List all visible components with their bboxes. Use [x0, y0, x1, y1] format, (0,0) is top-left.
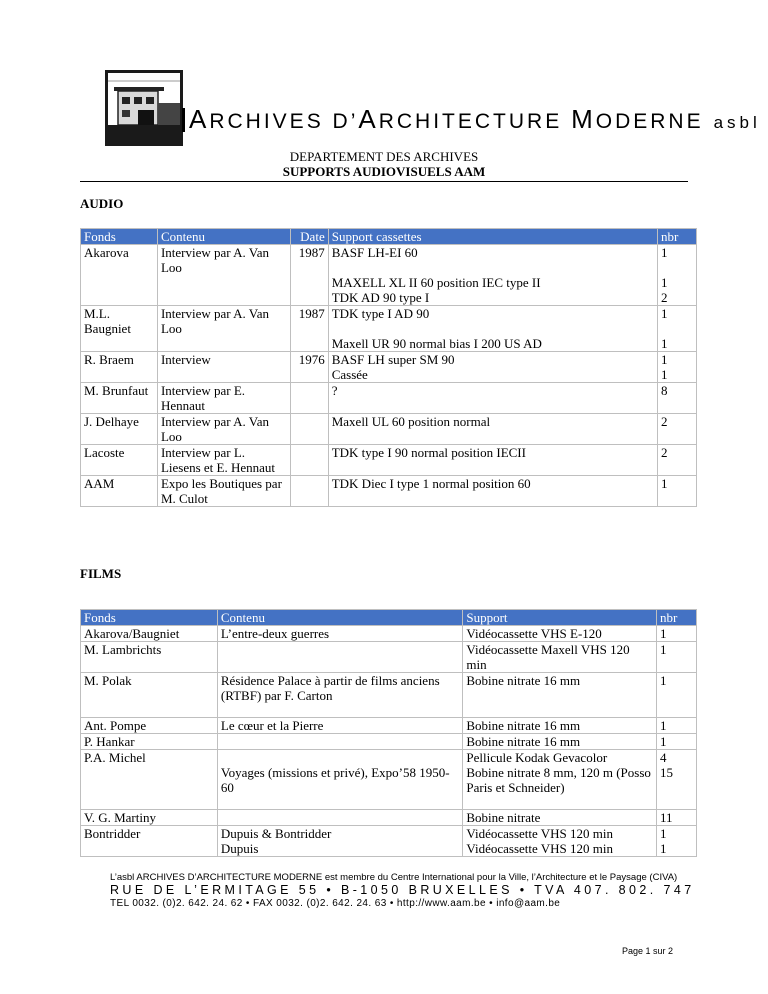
- nbr-cell: 1: [657, 734, 697, 750]
- table-row: [81, 810, 697, 826]
- audio-header-row: [81, 229, 697, 245]
- nbr-cell: 1: [657, 673, 697, 718]
- films-table: [80, 609, 697, 857]
- contenu-cell: Le cœur et la Pierre: [217, 718, 462, 734]
- nbr-cell: 1 1: [658, 306, 697, 352]
- contenu-cell: Résidence Palace à partir de films anciens (RTBF) par F. Carton: [217, 673, 462, 718]
- audio-header-fonds: Fonds: [81, 229, 158, 245]
- support-cell: Vidéocassette VHS E-120: [463, 626, 657, 642]
- support-cell: Vidéocassette Maxell VHS 120 min: [463, 642, 657, 673]
- fonds-cell: M. Lambrichts: [81, 642, 218, 673]
- contenu-cell: Voyages (missions et privé), Expo’58 1950-60: [217, 750, 462, 810]
- nbr-cell: 1 1: [658, 352, 697, 383]
- table-row: [81, 383, 697, 414]
- fonds-cell: Lacoste: [81, 445, 158, 476]
- support-cell: TDK type I 90 normal position IECII: [328, 445, 657, 476]
- audio-header-contenu: Contenu: [157, 229, 290, 245]
- contenu-cell: [217, 810, 462, 826]
- date-cell: [290, 383, 328, 414]
- date-cell: 1987: [290, 306, 328, 352]
- fonds-cell: M.L. Baugniet: [81, 306, 158, 352]
- support-cell: Bobine nitrate 16 mm: [463, 718, 657, 734]
- nbr-cell: 1: [657, 626, 697, 642]
- support-cell: Vidéocassette VHS 120 min Vidéocassette VHS 120 min: [463, 826, 657, 857]
- date-cell: [290, 445, 328, 476]
- contenu-cell: Expo les Boutiques par M. Culot: [157, 476, 290, 507]
- document-subtitle: SUPPORTS AUDIOVISUELS AAM: [282, 164, 486, 179]
- audio-header-nbr: nbr: [658, 229, 697, 245]
- support-cell: Bobine nitrate: [463, 810, 657, 826]
- contenu-cell: Interview par A. Van Loo: [157, 245, 290, 306]
- fonds-cell: M. Polak: [81, 673, 218, 718]
- support-cell: Bobine nitrate 16 mm: [463, 734, 657, 750]
- table-row: [81, 673, 697, 718]
- contenu-cell: L’entre-deux guerres: [217, 626, 462, 642]
- header-rule: [80, 181, 688, 182]
- audio-header-date: Date: [290, 229, 328, 245]
- contenu-cell: [217, 734, 462, 750]
- support-cell: ?: [328, 383, 657, 414]
- nbr-cell: 8: [658, 383, 697, 414]
- table-row: [81, 826, 697, 857]
- contenu-cell: [217, 642, 462, 673]
- fonds-cell: Akarova/Baugniet: [81, 626, 218, 642]
- audio-section-title: AUDIO: [80, 196, 124, 211]
- support-cell: Bobine nitrate 16 mm: [463, 673, 657, 718]
- fonds-cell: P. Hankar: [81, 734, 218, 750]
- fonds-cell: J. Delhaye: [81, 414, 158, 445]
- contenu-cell: Interview par E. Hennaut: [157, 383, 290, 414]
- support-cell: Maxell UL 60 position normal: [328, 414, 657, 445]
- date-cell: [290, 476, 328, 507]
- fonds-cell: P.A. Michel: [81, 750, 218, 810]
- films-header-support: Support: [463, 610, 657, 626]
- fonds-cell: Ant. Pompe: [81, 718, 218, 734]
- audio-table: [80, 228, 697, 507]
- fonds-cell: V. G. Martiny: [81, 810, 218, 826]
- support-cell: BASF LH-EI 60 MAXELL XL II 60 position IEC type II TDK AD 90 type I: [328, 245, 657, 306]
- table-row: [81, 306, 697, 352]
- films-header-fonds: Fonds: [81, 610, 218, 626]
- films-header-nbr: nbr: [657, 610, 697, 626]
- contenu-cell: Interview par A. Van Loo: [157, 414, 290, 445]
- fonds-cell: Bontridder: [81, 826, 218, 857]
- table-row: [81, 445, 697, 476]
- date-cell: 1976: [290, 352, 328, 383]
- table-row: [81, 750, 697, 810]
- page-number: Page 1 sur 2: [622, 946, 674, 956]
- nbr-cell: 11: [657, 810, 697, 826]
- table-row: [81, 734, 697, 750]
- footer-membership: L’asbl ARCHIVES D’ARCHITECTURE MODERNE est membre du Centre International pour la Ville, l’Architecture et le Paysage (CIVA): [110, 872, 678, 883]
- date-cell: [290, 414, 328, 445]
- nbr-cell: 4 15: [657, 750, 697, 810]
- fonds-cell: Akarova: [81, 245, 158, 306]
- fonds-cell: M. Brunfaut: [81, 383, 158, 414]
- department-title: DEPARTEMENT DES ARCHIVES: [289, 149, 479, 164]
- footer-address: RUE DE L’ERMITAGE 55 • B-1050 BRUXELLES • TVA 407. 802. 747: [110, 883, 695, 897]
- support-cell: TDK Diec I type 1 normal position 60: [328, 476, 657, 507]
- contenu-cell: Interview: [157, 352, 290, 383]
- table-row: [81, 352, 697, 383]
- contenu-cell: Interview par L. Liesens et E. Hennaut: [157, 445, 290, 476]
- contenu-cell: Dupuis & Bontridder Dupuis: [217, 826, 462, 857]
- nbr-cell: 1 1: [657, 826, 697, 857]
- logo: [105, 70, 183, 146]
- films-header-row: [81, 610, 697, 626]
- contenu-cell: Interview par A. Van Loo: [157, 306, 290, 352]
- table-row: [81, 476, 697, 507]
- logo-separator: [182, 108, 185, 132]
- fonds-cell: R. Braem: [81, 352, 158, 383]
- building-logo-icon: [108, 73, 180, 143]
- audio-header-support: Support cassettes: [328, 229, 657, 245]
- films-header-contenu: Contenu: [217, 610, 462, 626]
- support-cell: BASF LH super SM 90 Cassée: [328, 352, 657, 383]
- films-section-title: FILMS: [80, 566, 122, 581]
- table-row: [81, 718, 697, 734]
- table-row: [81, 642, 697, 673]
- table-row: [81, 245, 697, 306]
- support-cell: TDK type I AD 90 Maxell UR 90 normal bias I 200 US AD: [328, 306, 657, 352]
- nbr-cell: 2: [658, 414, 697, 445]
- footer-contact: TEL 0032. (0)2. 642. 24. 62 • FAX 0032. (0)2. 642. 24. 63 • http://www.aam.be • info@aam.be: [110, 898, 561, 909]
- fonds-cell: AAM: [81, 476, 158, 507]
- nbr-cell: 1: [658, 476, 697, 507]
- table-row: [81, 414, 697, 445]
- table-row: [81, 626, 697, 642]
- date-cell: 1987: [290, 245, 328, 306]
- nbr-cell: 1: [657, 642, 697, 673]
- nbr-cell: 1 1 2: [658, 245, 697, 306]
- nbr-cell: 2: [658, 445, 697, 476]
- support-cell: Pellicule Kodak Gevacolor Bobine nitrate 8 mm, 120 m (Posso Paris et Schneider): [463, 750, 657, 810]
- nbr-cell: 1: [657, 718, 697, 734]
- organization-name: ARCHIVES D’ARCHITECTURE MODERNE asbl: [189, 104, 761, 134]
